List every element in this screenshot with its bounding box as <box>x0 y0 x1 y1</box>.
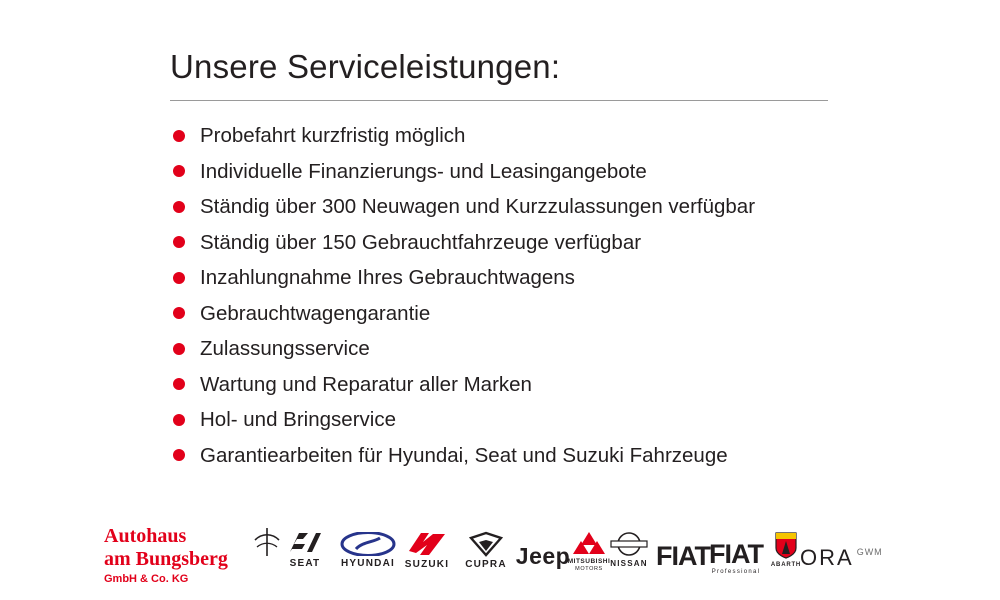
bullet-dot-icon <box>173 201 185 213</box>
brand-name-label: SEAT <box>289 558 321 569</box>
brand-logo-bar <box>0 505 1000 600</box>
bullet-dot-icon <box>173 272 185 284</box>
brand-logo-fiat <box>655 543 711 570</box>
brand-sub-label: MOTORS <box>575 566 603 572</box>
dealer-legal-form: GmbH & Co. KG <box>104 573 189 585</box>
list-item-label: Garantiearbeiten für Hyundai, Seat und Suzuki Fahrzeuge <box>200 443 728 467</box>
brand-logo-nissan <box>598 531 660 568</box>
brand-name-label: ORA <box>800 545 854 570</box>
brand-name-label: Jeep <box>515 543 571 569</box>
bullet-dot-icon <box>173 307 185 319</box>
page-title: Unsere Serviceleistungen: <box>170 48 561 85</box>
list-item-label: Ständig über 300 Neuwagen und Kurzzulassungen verfügbar <box>200 195 756 218</box>
bullet-dot-icon <box>173 343 185 355</box>
bullet-dot-icon <box>173 449 185 461</box>
brand-logo-cupra <box>455 531 517 570</box>
list-item <box>170 296 930 332</box>
nissan-icon <box>607 531 651 557</box>
brand-name-label: FIAT <box>656 541 710 571</box>
list-item-label: Hol- und Bringservice <box>200 408 396 431</box>
hyundai-icon <box>340 532 396 556</box>
bullet-dot-icon <box>173 130 185 142</box>
bullet-dot-icon <box>173 236 185 248</box>
list-item-label: Individuelle Finanzierungs- und Leasingangebote <box>200 159 647 183</box>
abarth-icon <box>773 530 799 560</box>
brand-logo-ora <box>800 547 910 570</box>
brand-logo-suzuki <box>396 531 458 570</box>
list-item-label: Gebrauchtwagengarantie <box>200 301 431 325</box>
list-item-label: Inzahlungnahme Ihres Gebrauchtwagens <box>200 266 575 289</box>
brand-name-label: FIAT <box>709 539 763 569</box>
services-list <box>170 118 930 473</box>
brand-name-label: SUZUKI <box>404 559 450 570</box>
brand-sub-label: GWM <box>856 547 883 557</box>
seat-icon <box>285 530 325 556</box>
brand-logo-hyundai <box>333 532 403 569</box>
list-item <box>170 225 930 261</box>
list-item-label: Ständig über 150 Gebrauchtfahrzeuge verfügbar <box>200 230 642 254</box>
brand-name-label: MITSUBISHI <box>567 558 611 565</box>
bullet-dot-icon <box>173 414 185 426</box>
brand-logo-seat <box>275 530 335 569</box>
list-item <box>170 118 930 154</box>
brand-name-label: ABARTH <box>770 562 802 568</box>
bullet-dot-icon <box>173 378 185 390</box>
bullet-dot-icon <box>173 165 185 177</box>
list-item-label: Wartung und Reparatur aller Marken <box>200 372 532 396</box>
list-item <box>170 367 930 403</box>
brand-name-label: HYUNDAI <box>341 558 395 569</box>
list-item <box>170 260 930 296</box>
list-item <box>170 438 930 474</box>
list-item <box>170 402 930 438</box>
brand-name-label: CUPRA <box>465 559 507 570</box>
list-item <box>170 189 930 225</box>
brand-logo-fiat-professional <box>706 541 766 575</box>
brand-name-label: NISSAN <box>610 559 648 568</box>
suzuki-icon <box>407 531 447 557</box>
dealer-name-line1: Autohaus <box>104 525 187 547</box>
list-item <box>170 331 930 367</box>
brand-sub-label: Professional <box>711 569 761 575</box>
title-divider <box>170 100 828 101</box>
list-item <box>170 154 930 190</box>
dealer-name-line2: am Bungsberg <box>104 548 228 570</box>
dealer-logo <box>104 525 274 587</box>
list-item-label: Zulassungsservice <box>200 337 370 360</box>
cupra-icon <box>468 531 504 557</box>
list-item-label: Probefahrt kurzfristig möglich <box>200 124 466 147</box>
